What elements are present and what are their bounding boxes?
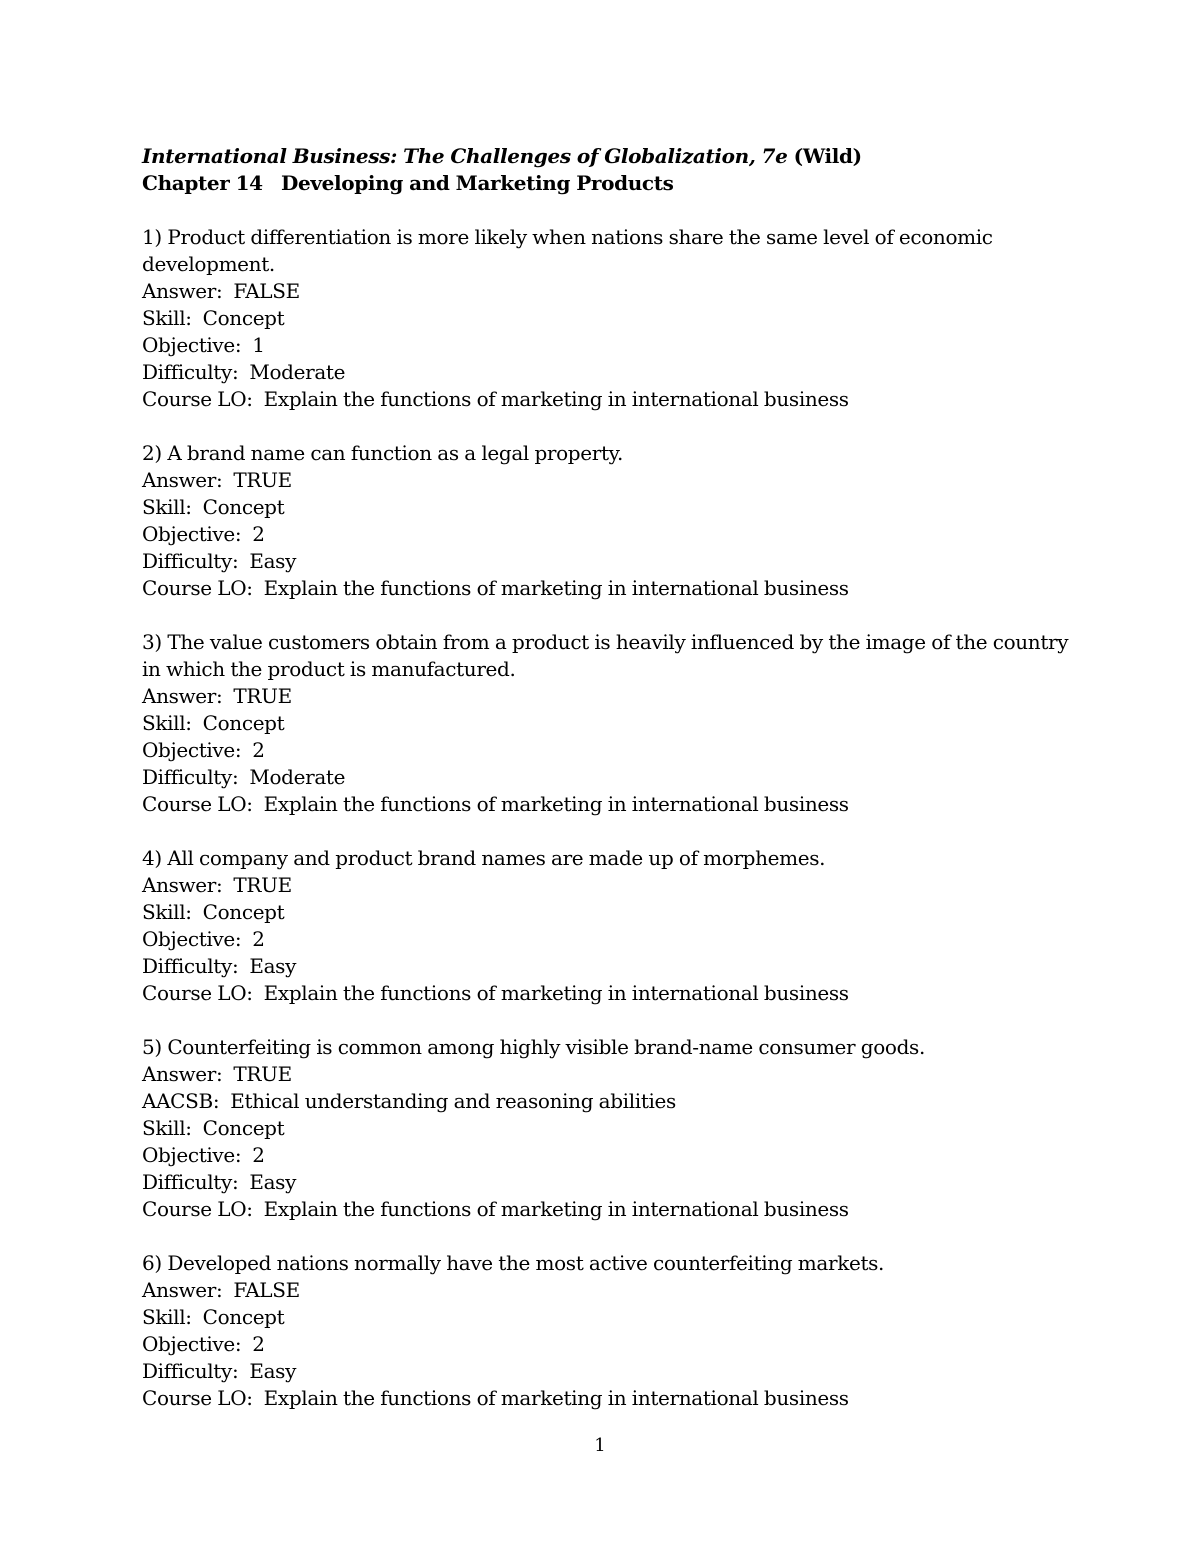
question-meta-line: Answer: TRUE	[142, 468, 292, 492]
chapter-title: Chapter 14 Developing and Marketing Products	[142, 171, 674, 195]
question-meta-line: Course LO: Explain the functions of marketing in international business	[142, 1386, 849, 1410]
question-meta-line: Answer: TRUE	[142, 1062, 292, 1086]
question-meta-line: Difficulty: Easy	[142, 1359, 297, 1383]
question-meta-line: Answer: TRUE	[142, 873, 292, 897]
question-item	[142, 1034, 1082, 1223]
question-meta-line: Objective: 2	[142, 927, 265, 951]
question-text: 6) Developed nations normally have the most active counterfeiting markets.	[142, 1251, 885, 1275]
question-meta-line: Difficulty: Moderate	[142, 765, 346, 789]
question-meta-line: AACSB: Ethical understanding and reasoning abilities	[142, 1089, 676, 1113]
question-meta-line: Objective: 2	[142, 1332, 265, 1356]
question-meta-line: Difficulty: Easy	[142, 1170, 297, 1194]
question-meta-line: Skill: Concept	[142, 900, 285, 924]
page-number: 1	[594, 1435, 606, 1456]
question-meta-line: Course LO: Explain the functions of marketing in international business	[142, 576, 849, 600]
question-meta-line: Skill: Concept	[142, 1305, 285, 1329]
question-meta-line: Answer: FALSE	[142, 1278, 300, 1302]
question-text: 4) All company and product brand names are made up of morphemes.	[142, 846, 826, 870]
question-text: 2) A brand name can function as a legal property.	[142, 441, 623, 465]
question-list	[142, 224, 1082, 1412]
book-title: International Business: The Challenges of Globalization, 7e	[142, 144, 788, 168]
question-meta-line: Answer: FALSE	[142, 279, 300, 303]
book-author: (Wild)	[793, 144, 862, 168]
page-content	[142, 143, 1082, 1412]
question-item	[142, 629, 1082, 818]
question-meta-line: Difficulty: Easy	[142, 954, 297, 978]
question-item	[142, 440, 1082, 602]
question-meta-line: Course LO: Explain the functions of marketing in international business	[142, 792, 849, 816]
question-meta-line: Skill: Concept	[142, 495, 285, 519]
question-meta-line: Difficulty: Easy	[142, 549, 297, 573]
question-item	[142, 845, 1082, 1007]
question-text: 5) Counterfeiting is common among highly visible brand-name consumer goods.	[142, 1035, 925, 1059]
question-meta-line: Answer: TRUE	[142, 684, 292, 708]
question-text: 3) The value customers obtain from a product is heavily influenced by the image of the country in which the product is manufactured.	[142, 630, 1069, 681]
book-title-line	[142, 143, 1082, 170]
question-meta-line: Objective: 2	[142, 738, 265, 762]
question-text: 1) Product differentiation is more likely when nations share the same level of economic development.	[142, 225, 993, 276]
question-meta-line: Skill: Concept	[142, 1116, 285, 1140]
question-meta-line: Skill: Concept	[142, 711, 285, 735]
question-meta-line: Course LO: Explain the functions of marketing in international business	[142, 387, 849, 411]
question-meta-line: Objective: 2	[142, 522, 265, 546]
question-item	[142, 1250, 1082, 1412]
question-meta-line: Difficulty: Moderate	[142, 360, 346, 384]
question-meta-line: Skill: Concept	[142, 306, 285, 330]
question-meta-line: Objective: 1	[142, 333, 265, 357]
question-item	[142, 224, 1082, 413]
question-meta-line: Course LO: Explain the functions of marketing in international business	[142, 981, 849, 1005]
question-meta-line: Objective: 2	[142, 1143, 265, 1167]
question-meta-line: Course LO: Explain the functions of marketing in international business	[142, 1197, 849, 1221]
